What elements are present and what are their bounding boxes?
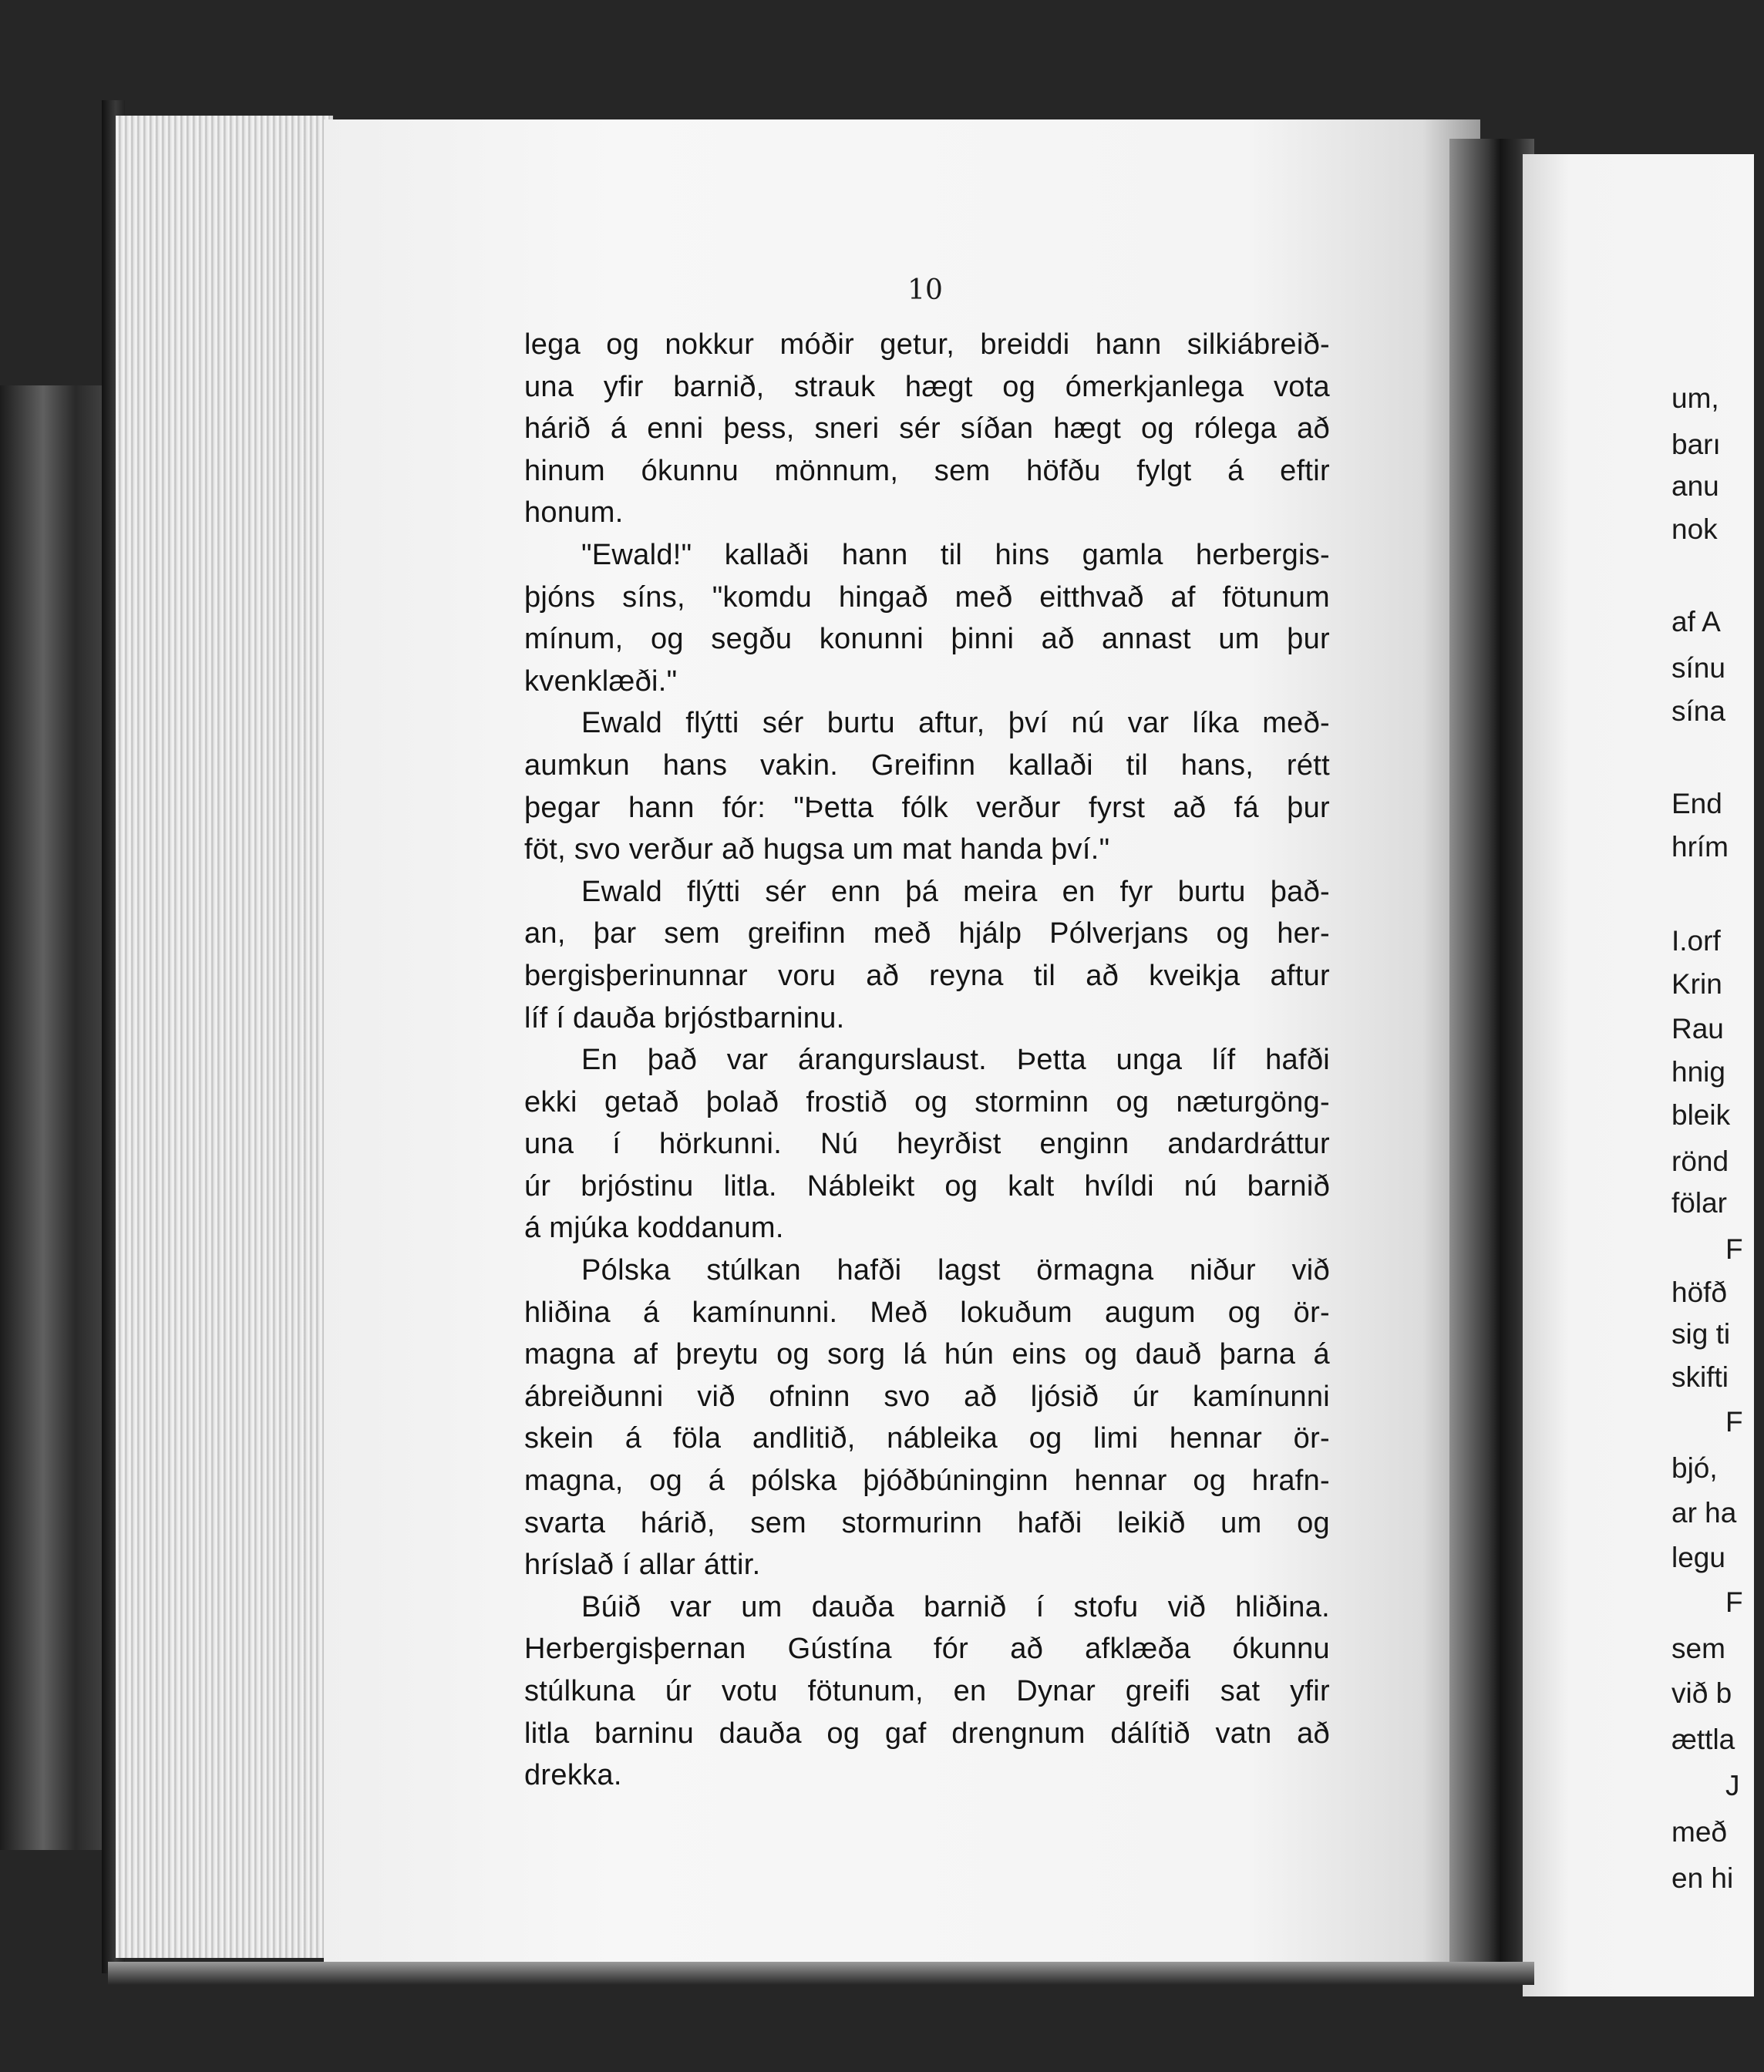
right-page-line: F xyxy=(1725,1406,1743,1438)
text-line: bergisþerinunnar voru að reyna til að kveikja aftur xyxy=(524,959,1330,992)
text-line: litla barninu dauða og gaf drengnum dálítið vatn að xyxy=(524,1717,1330,1750)
paragraph xyxy=(524,324,1330,534)
text-line: skein á föla andlitið, nábleika og limi hennar ör- xyxy=(524,1422,1330,1455)
right-page-line: ar ha xyxy=(1671,1497,1737,1529)
text-line: Ewald flýtti sér burtu aftur, því nú var líka með- xyxy=(581,707,1330,740)
right-page-line: hrím xyxy=(1671,831,1729,863)
text-line: "Ewald!" kallaði hann til hins gamla herbergis- xyxy=(581,538,1330,571)
right-page-line: Krin xyxy=(1671,968,1722,1000)
text-line: magna af þreytu og sorg lá hún eins og dauð þarna á xyxy=(524,1338,1330,1371)
book-gutter xyxy=(1449,139,1534,1973)
right-page-line: sig ti xyxy=(1671,1318,1731,1350)
paragraph xyxy=(524,534,1330,702)
text-line: stúlkuna úr votu fötunum, en Dynar greifi sat yfir xyxy=(524,1675,1330,1707)
right-page-line: I.orf xyxy=(1671,925,1721,957)
text-line: þjóns síns, "komdu hingað með eitthvað af fötunum xyxy=(524,580,1330,614)
right-page-line: af A xyxy=(1671,606,1721,637)
text-line: ábreiðunni við ofninn svo að ljósið úr kamínunni xyxy=(524,1380,1330,1413)
text-line: hríslað í allar áttir. xyxy=(524,1549,761,1582)
text-line: an, þar sem greifinn með hjálp Pólverjans og her- xyxy=(524,917,1330,950)
text-line: Ewald flýtti sér enn þá meira en fyr burtu það- xyxy=(581,875,1330,908)
text-line: En það var árangurslaust. Þetta unga líf hafði xyxy=(581,1044,1330,1077)
paragraph xyxy=(524,1586,1330,1797)
right-page-line: F xyxy=(1725,1586,1743,1618)
paragraph xyxy=(524,871,1330,1039)
right-page-line: hnig xyxy=(1671,1056,1725,1088)
right-page-line: skifti xyxy=(1671,1361,1729,1393)
text-line: una yfir barnið, strauk hægt og ómerkjanlega vota xyxy=(524,370,1330,403)
page-edges xyxy=(116,116,333,1958)
right-page-line: J xyxy=(1725,1770,1740,1801)
text-line: Búið var um dauða barnið í stofu við hliðina. xyxy=(581,1590,1330,1623)
text-line: föt, svo verður að hugsa um mat handa því." xyxy=(524,833,1110,866)
text-line: magna, og á pólska þjóðbúninginn hennar og hrafn- xyxy=(524,1465,1330,1498)
right-page-line: með xyxy=(1671,1816,1727,1848)
paragraph xyxy=(524,1250,1330,1586)
text-line: úr brjóstinu litla. Nábleikt og kalt hvíldi nú barnið xyxy=(524,1169,1330,1202)
right-page-line: ættla xyxy=(1671,1724,1735,1755)
right-page-line: Rau xyxy=(1671,1013,1724,1044)
background-left xyxy=(0,385,108,1850)
bottom-shadow xyxy=(108,1962,1534,1985)
right-page-line: sína xyxy=(1671,695,1725,727)
right-page-line: bjó, xyxy=(1671,1452,1718,1484)
right-page-line: um, xyxy=(1671,382,1719,414)
right-page-line: F xyxy=(1725,1233,1743,1265)
text-line: á mjúka koddanum. xyxy=(524,1212,784,1245)
right-page-line: nok xyxy=(1671,513,1718,545)
right-page-line: legu xyxy=(1671,1542,1725,1573)
right-page-line: bleik xyxy=(1671,1099,1731,1131)
paragraph xyxy=(524,702,1330,870)
text-line: mínum, og segðu konunni þinni að annast um þur xyxy=(524,623,1330,656)
text-line: aumkun hans vakin. Greifinn kallaði til hans, rétt xyxy=(524,748,1330,782)
text-line: Pólska stúlkan hafði lagst örmagna niður við xyxy=(581,1254,1330,1287)
right-page-line: rönd xyxy=(1671,1145,1729,1177)
text-line: líf í dauða brjóstbarninu. xyxy=(524,1001,845,1034)
text-line: Herbergisþernan Gústína fór að afklæða ókunnu xyxy=(524,1633,1330,1666)
right-page-line: barı xyxy=(1671,429,1721,460)
paragraph xyxy=(524,1039,1330,1250)
right-page-line: sem xyxy=(1671,1633,1725,1664)
right-page-line: End xyxy=(1671,788,1722,819)
text-line: hinum ókunnu mönnum, sem höfðu fylgt á eftir xyxy=(524,454,1330,487)
right-page-line: sínu xyxy=(1671,652,1725,684)
text-line: drekka. xyxy=(524,1759,622,1792)
right-page-line: anu xyxy=(1671,470,1719,502)
text-line: hliðina á kamínunni. Með lokuðum augum og ör- xyxy=(524,1296,1330,1329)
text-line: lega og nokkur móðir getur, breiddi hann silkiábreið- xyxy=(524,328,1330,361)
text-line: hárið á enni þess, sneri sér síðan hægt og rólega að xyxy=(524,412,1330,446)
page-number: 10 xyxy=(907,274,943,306)
text-line: kvenklæði." xyxy=(524,664,678,698)
text-line: ekki getað þolað frostið og storminn og næturgöng- xyxy=(524,1085,1330,1118)
text-line: una í hörkunni. Nú heyrðist enginn andardráttur xyxy=(524,1128,1330,1161)
text-line: svarta hárið, sem stormurinn hafði leikið um og xyxy=(524,1506,1330,1539)
text-line: þegar hann fór: "Þetta fólk verður fyrst að fá þur xyxy=(524,791,1330,824)
right-page-line: fölar xyxy=(1671,1187,1727,1219)
right-page-line: höfð xyxy=(1671,1276,1728,1308)
page-text xyxy=(524,324,1330,1797)
right-page-line: við b xyxy=(1671,1677,1732,1709)
right-page-line: en hi xyxy=(1671,1862,1734,1894)
text-line: honum. xyxy=(524,496,624,530)
